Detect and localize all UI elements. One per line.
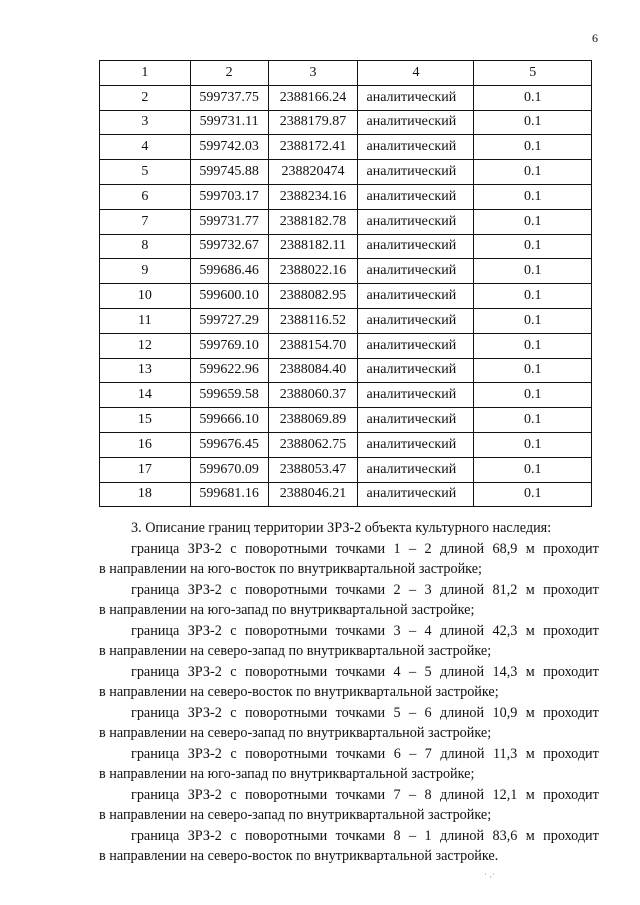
- coordinates-table-body: [100, 61, 592, 507]
- cell-point-number: 8: [100, 234, 191, 259]
- cell-accuracy: 0.1: [474, 234, 592, 259]
- cell-method: аналитический: [358, 259, 474, 284]
- boundary-segment-direction: в направлении на юго-запад по внутриквартальной застройке;: [99, 766, 475, 782]
- boundary-segment-direction: в направлении на юго-восток по внутриквартальной застройке;: [99, 561, 482, 577]
- cell-accuracy: 0.1: [474, 184, 592, 209]
- table-row: [100, 135, 592, 160]
- boundary-segment-list: [99, 539, 599, 867]
- table-row: [100, 184, 592, 209]
- boundary-segment-line: граница ЗРЗ-2 с поворотными точками 1 – 2 длиной 68,9 м проходит: [131, 540, 599, 557]
- table-row: [100, 259, 592, 284]
- table-row: [100, 308, 592, 333]
- table-row: [100, 110, 592, 135]
- section-heading: 3. Описание границ территории ЗРЗ-2 объекта культурного наследия:: [131, 520, 552, 536]
- boundary-segment-direction: в направлении на северо-запад по внутриквартальной застройке;: [99, 725, 492, 741]
- cell-accuracy: 0.1: [474, 160, 592, 185]
- cell-x-coordinate: 599666.10: [190, 408, 268, 433]
- table-row: [100, 160, 592, 185]
- cell-y-coordinate: 2388022.16: [268, 259, 358, 284]
- boundary-segment-line: граница ЗРЗ-2 с поворотными точками 6 – 7 длиной 11,3 м проходит: [131, 745, 599, 762]
- cell-accuracy: 0.1: [474, 333, 592, 358]
- cell-method: аналитический: [358, 234, 474, 259]
- cell-y-coordinate: 2388084.40: [268, 358, 358, 383]
- column-header-number: 1: [100, 61, 191, 86]
- cell-accuracy: 0.1: [474, 135, 592, 160]
- table-row: [100, 284, 592, 309]
- cell-x-coordinate: 599732.67: [190, 234, 268, 259]
- cell-y-coordinate: 2388062.75: [268, 432, 358, 457]
- cell-accuracy: 0.1: [474, 110, 592, 135]
- boundary-segment-line: граница ЗРЗ-2 с поворотными точками 7 – 8 длиной 12,1 м проходит: [131, 786, 599, 803]
- column-header-x: 2: [190, 61, 268, 86]
- cell-method: аналитический: [358, 85, 474, 110]
- boundary-segment-direction: в направлении на северо-восток по внутриквартальной застройке.: [99, 848, 499, 864]
- cell-y-coordinate: 2388172.41: [268, 135, 358, 160]
- cell-y-coordinate: 2388082.95: [268, 284, 358, 309]
- boundary-segment-direction: в направлении на северо-восток по внутриквартальной застройке;: [99, 684, 499, 700]
- cell-y-coordinate: 2388166.24: [268, 85, 358, 110]
- table-row: [100, 333, 592, 358]
- cell-method: аналитический: [358, 160, 474, 185]
- column-header-y: 3: [268, 61, 358, 86]
- cell-point-number: 4: [100, 135, 191, 160]
- boundary-segment-line: граница ЗРЗ-2 с поворотными точками 8 – 1 длиной 83,6 м проходит: [131, 827, 599, 844]
- cell-point-number: 15: [100, 408, 191, 433]
- boundary-segment-line: граница ЗРЗ-2 с поворотными точками 4 – 5 длиной 14,3 м проходит: [131, 663, 599, 680]
- cell-point-number: 3: [100, 110, 191, 135]
- cell-x-coordinate: 599622.96: [190, 358, 268, 383]
- cell-accuracy: 0.1: [474, 85, 592, 110]
- cell-accuracy: 0.1: [474, 284, 592, 309]
- boundary-segment-line: граница ЗРЗ-2 с поворотными точками 5 – 6 длиной 10,9 м проходит: [131, 704, 599, 721]
- table-row: [100, 432, 592, 457]
- column-header-accuracy: 5: [474, 61, 592, 86]
- cell-method: аналитический: [358, 209, 474, 234]
- cell-x-coordinate: 599731.11: [190, 110, 268, 135]
- cell-point-number: 16: [100, 432, 191, 457]
- cell-x-coordinate: 599681.16: [190, 482, 268, 507]
- cell-accuracy: 0.1: [474, 457, 592, 482]
- cell-point-number: 10: [100, 284, 191, 309]
- cell-y-coordinate: 2388060.37: [268, 383, 358, 408]
- cell-y-coordinate: 2388179.87: [268, 110, 358, 135]
- page-number: 6: [592, 31, 598, 45]
- cell-x-coordinate: 599737.75: [190, 85, 268, 110]
- cell-x-coordinate: 599731.77: [190, 209, 268, 234]
- cell-accuracy: 0.1: [474, 482, 592, 507]
- cell-method: аналитический: [358, 408, 474, 433]
- cell-point-number: 6: [100, 184, 191, 209]
- table-row: [100, 209, 592, 234]
- cell-accuracy: 0.1: [474, 432, 592, 457]
- boundary-segment-direction: в направлении на северо-запад по внутриквартальной застройке;: [99, 643, 492, 659]
- cell-method: аналитический: [358, 457, 474, 482]
- cell-accuracy: 0.1: [474, 209, 592, 234]
- boundary-segment-line: граница ЗРЗ-2 с поворотными точками 2 – 3 длиной 81,2 м проходит: [131, 581, 599, 598]
- cell-point-number: 12: [100, 333, 191, 358]
- cell-y-coordinate: 2388182.11: [268, 234, 358, 259]
- cell-x-coordinate: 599686.46: [190, 259, 268, 284]
- table-header-row: [100, 61, 592, 86]
- cell-point-number: 14: [100, 383, 191, 408]
- cell-point-number: 11: [100, 308, 191, 333]
- cell-x-coordinate: 599727.29: [190, 308, 268, 333]
- cell-x-coordinate: 599769.10: [190, 333, 268, 358]
- cell-x-coordinate: 599600.10: [190, 284, 268, 309]
- cell-method: аналитический: [358, 110, 474, 135]
- cell-method: аналитический: [358, 333, 474, 358]
- table-row: [100, 358, 592, 383]
- cell-method: аналитический: [358, 284, 474, 309]
- coordinates-table: [99, 60, 592, 507]
- scan-mark: ˙ ·˙: [484, 872, 496, 882]
- cell-method: аналитический: [358, 308, 474, 333]
- table-row: [100, 408, 592, 433]
- cell-accuracy: 0.1: [474, 408, 592, 433]
- cell-y-coordinate: 238820474: [268, 160, 358, 185]
- cell-x-coordinate: 599670.09: [190, 457, 268, 482]
- cell-method: аналитический: [358, 358, 474, 383]
- cell-point-number: 9: [100, 259, 191, 284]
- cell-y-coordinate: 2388154.70: [268, 333, 358, 358]
- cell-point-number: 17: [100, 457, 191, 482]
- cell-method: аналитический: [358, 383, 474, 408]
- cell-point-number: 7: [100, 209, 191, 234]
- cell-point-number: 13: [100, 358, 191, 383]
- boundary-description: [99, 518, 599, 867]
- cell-x-coordinate: 599745.88: [190, 160, 268, 185]
- cell-accuracy: 0.1: [474, 259, 592, 284]
- cell-x-coordinate: 599659.58: [190, 383, 268, 408]
- table-row: [100, 482, 592, 507]
- cell-x-coordinate: 599676.45: [190, 432, 268, 457]
- table-row: [100, 234, 592, 259]
- cell-point-number: 18: [100, 482, 191, 507]
- cell-point-number: 2: [100, 85, 191, 110]
- table-row: [100, 383, 592, 408]
- table-row: [100, 457, 592, 482]
- cell-x-coordinate: 599742.03: [190, 135, 268, 160]
- boundary-segment-line: граница ЗРЗ-2 с поворотными точками 3 – 4 длиной 42,3 м проходит: [131, 622, 599, 639]
- cell-accuracy: 0.1: [474, 358, 592, 383]
- cell-y-coordinate: 2388069.89: [268, 408, 358, 433]
- cell-accuracy: 0.1: [474, 308, 592, 333]
- cell-y-coordinate: 2388182.78: [268, 209, 358, 234]
- cell-y-coordinate: 2388234.16: [268, 184, 358, 209]
- column-header-method: 4: [358, 61, 474, 86]
- cell-method: аналитический: [358, 135, 474, 160]
- cell-accuracy: 0.1: [474, 383, 592, 408]
- cell-x-coordinate: 599703.17: [190, 184, 268, 209]
- cell-y-coordinate: 2388053.47: [268, 457, 358, 482]
- cell-y-coordinate: 2388116.52: [268, 308, 358, 333]
- cell-y-coordinate: 2388046.21: [268, 482, 358, 507]
- cell-method: аналитический: [358, 184, 474, 209]
- boundary-segment-direction: в направлении на юго-запад по внутриквартальной застройке;: [99, 602, 475, 618]
- cell-method: аналитический: [358, 482, 474, 507]
- boundary-segment-direction: в направлении на северо-запад по внутриквартальной застройке;: [99, 807, 492, 823]
- cell-point-number: 5: [100, 160, 191, 185]
- cell-method: аналитический: [358, 432, 474, 457]
- table-row: [100, 85, 592, 110]
